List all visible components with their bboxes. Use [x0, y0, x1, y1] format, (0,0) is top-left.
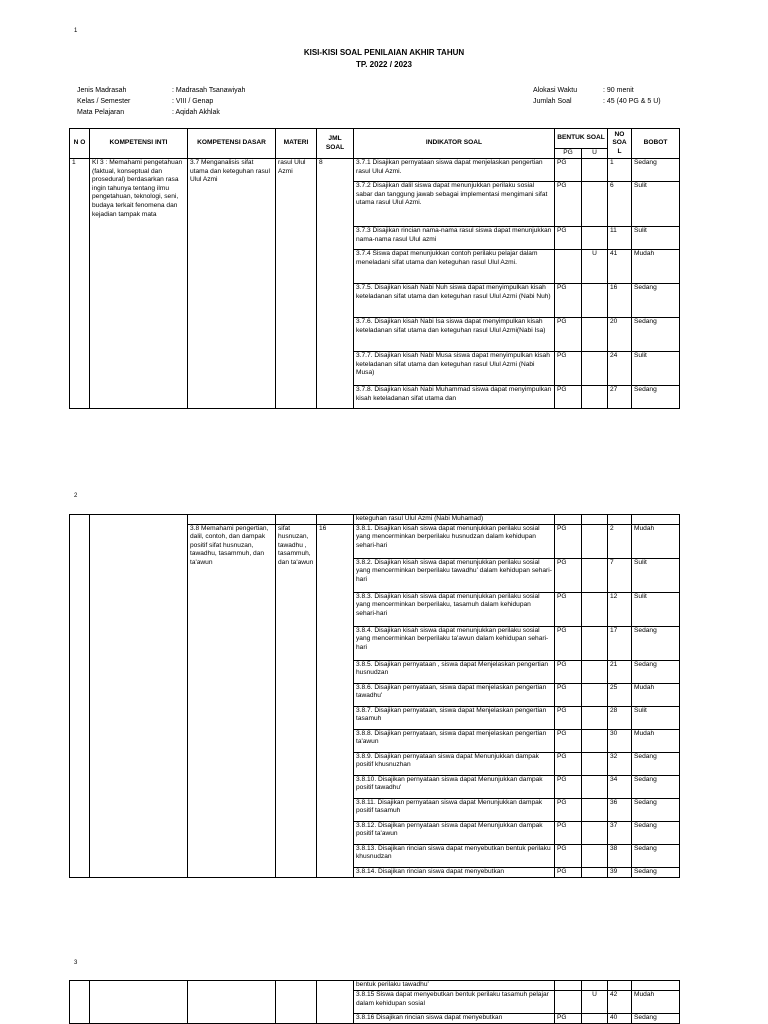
cell-nosoal: 28: [608, 706, 632, 729]
cell-indikator: 3.8.8. Disajikan pernyataan, siswa dapat menjelaskan pengertian ta'awun: [354, 729, 555, 752]
cell-pg: PG: [555, 318, 582, 352]
cell-u: [582, 706, 608, 729]
cell-nosoal: 12: [608, 592, 632, 626]
cell-pg: PG: [555, 798, 582, 821]
header-u: U: [582, 149, 608, 159]
cell-nosoal: 21: [608, 660, 632, 683]
cell-kd: 3.7 Menganalisis sifat utama dan keteguhan rasul Ulul Azmi: [188, 159, 276, 409]
cell-indikator: 3.8.13. Disajikan rincian siswa dapat menyebutkan bentuk perilaku khusnudzan: [354, 844, 555, 867]
cell-pg: PG: [555, 775, 582, 798]
header-pg: PG: [555, 149, 582, 159]
cell-indikator: 3.8.6. Disajikan pernyataan, siswa dapat menjelaskan pengertian tawadhu': [354, 683, 555, 706]
cell-u: [582, 981, 608, 991]
cell-bobot: Sedang: [632, 821, 680, 844]
cell-nosoal: 16: [608, 284, 632, 318]
cell-nosoal: [608, 515, 632, 525]
table-row: [70, 515, 680, 525]
info-row: Mata Pelajaran : Aqidah Akhlak: [77, 109, 220, 116]
header-no: N O: [70, 129, 90, 159]
cell-indikator: 3.8.2. Disajikan kisah siswa dapat menunjukkan perilaku sosial yang mencerminkan berperilaku tawadhu' dalam kehidupan sehari-hari: [354, 558, 555, 592]
cell-u: [582, 626, 608, 660]
cell-u: [582, 592, 608, 626]
cell-indikator: 3.8.3. Disajikan kisah siswa dapat menunjukkan perilaku sosial yang mencerminkan berperilaku, tasamuh dalam kehidupan sehari-hari: [354, 592, 555, 626]
cell-nosoal: [608, 981, 632, 991]
cell-u: [582, 386, 608, 409]
info-row: Jenis Madrasah : Madrasah Tsanawiyah: [77, 87, 246, 94]
cell-indikator: 3.7.5. Disajikan kisah Nabi Nuh siswa dapat menyimpulkan kisah keteladanan sifat utama dan keteguhan rasul Ulul Azmi (Nabi Nuh): [354, 284, 555, 318]
header-ki: KOMPETENSI INTI: [90, 129, 188, 159]
table-row: [70, 981, 680, 991]
cell-pg: PG: [555, 752, 582, 775]
cell-bobot: Sedang: [632, 752, 680, 775]
cell-kd: 3.8 Memahami pengertian, dalil, contoh, dan dampak positif sifat husnuzan, tawadhu, tasammuh, dan ta'awun: [188, 524, 276, 877]
cell-indikator: 3.8.9. Disajikan pernyataan siswa dapat Menunjukkan dampak positif khusnuzhan: [354, 752, 555, 775]
cell-materi: sifat husnuzan, tawadhu , tasammuh, dan ta'awun: [276, 524, 317, 877]
header-kd: KOMPETENSI DASAR: [188, 129, 276, 159]
cell-bobot: [632, 981, 680, 991]
cell-u: [582, 844, 608, 867]
header-bentuk: BENTUK SOAL: [555, 129, 608, 149]
cell-indikator: 3.8.4. Disajikan kisah siswa dapat menunjukkan perilaku sosial yang mencerminkan berperilaku ta'awun dalam kehidupan sehari-hari: [354, 626, 555, 660]
cell-bobot: Sedang: [632, 1014, 680, 1024]
cell-u: [582, 515, 608, 525]
cell-bobot: Mudah: [632, 991, 680, 1014]
cell-nosoal: 1: [608, 159, 632, 182]
header-jml: JML SOAL: [317, 129, 354, 159]
cell-bobot: Sedang: [632, 284, 680, 318]
cell-u: [582, 729, 608, 752]
cell-pg: [555, 991, 582, 1014]
info-row: Jumlah Soal : 45 (40 PG & 5 U): [533, 98, 661, 105]
cell-nosoal: 36: [608, 798, 632, 821]
info-row: Alokasi Waktu : 90 menit: [533, 87, 634, 94]
cell-nosoal: 32: [608, 752, 632, 775]
cell-u: [582, 284, 608, 318]
cell-indikator: 3.7.4 Siswa dapat menunjukkan contoh perilaku pelajar dalam meneladani sifat utama dan keteguhan rasul Ulul Azmi.: [354, 250, 555, 284]
page-number: 3: [74, 960, 78, 966]
cell-indikator: 3.8.10. Disajikan pernyataan siswa dapat Menunjukkan dampak positif tawadhu': [354, 775, 555, 798]
cell-pg: PG: [555, 524, 582, 558]
cell-indikator: 3.7.7. Disajikan kisah Nabi Musa siswa dapat menyimpulkan kisah keteladanan sifat utama dan keteguhan rasul Ulul Azmi (Nabi Musa): [354, 352, 555, 386]
cell-bobot: Sedang: [632, 867, 680, 877]
cell-bobot: Mudah: [632, 524, 680, 558]
cell-materi-empty: [276, 515, 317, 525]
cell-u: [582, 683, 608, 706]
kisi-table-page2: [69, 514, 680, 878]
cell-indikator: 3.8.12. Disajikan pernyataan siswa dapat Menunjukkan dampak positif ta'awun: [354, 821, 555, 844]
header-nosoal: NO SOA L: [608, 129, 632, 159]
cell-pg: PG: [555, 844, 582, 867]
cell-bobot: Mudah: [632, 683, 680, 706]
cell-jml-empty: [317, 515, 354, 525]
cell-nosoal: 20: [608, 318, 632, 352]
cell-indikator: 3.8.7. Disajikan pernyataan, siswa dapat Menjelaskan pengertian tasamuh: [354, 706, 555, 729]
cell-nosoal: 41: [608, 250, 632, 284]
cell-pg: PG: [555, 558, 582, 592]
cell-indikator: keteguhan rasul Ulul Azmi (Nabi Muhamad): [354, 515, 555, 525]
cell-indikator: 3.8.14. Disajikan rincian siswa dapat menyebutkan: [354, 867, 555, 877]
cell-jml: 16: [317, 524, 354, 877]
cell-bobot: Sedang: [632, 626, 680, 660]
cell-indikator: 3.7.3 Disajikan rincian nama-nama rasul siswa dapat menunjukkan nama-nama rasul Ulul azmi: [354, 227, 555, 250]
cell-bobot: Sedang: [632, 386, 680, 409]
cell-pg: PG: [555, 729, 582, 752]
cell-u: [582, 227, 608, 250]
cell-nosoal: 40: [608, 1014, 632, 1024]
cell-pg: [555, 515, 582, 525]
cell-bobot: Sedang: [632, 798, 680, 821]
cell-pg: PG: [555, 352, 582, 386]
info-right: [533, 85, 661, 107]
cell-pg: PG: [555, 706, 582, 729]
table-row: [70, 159, 680, 182]
cell-pg: PG: [555, 1014, 582, 1024]
cell-pg: PG: [555, 867, 582, 877]
cell-u: [582, 159, 608, 182]
cell-bobot: Sulit: [632, 227, 680, 250]
cell-nosoal: 11: [608, 227, 632, 250]
cell-no: [70, 515, 90, 878]
cell-jml: 8: [317, 159, 354, 409]
page-number: 1: [74, 28, 78, 34]
info-row: Kelas / Semester : VIII / Genap: [77, 98, 214, 105]
cell-bobot: Sedang: [632, 775, 680, 798]
cell-pg: PG: [555, 227, 582, 250]
cell-bobot: Mudah: [632, 729, 680, 752]
cell-materi: [276, 981, 317, 1024]
cell-nosoal: 38: [608, 844, 632, 867]
cell-bobot: Sedang: [632, 660, 680, 683]
cell-nosoal: 25: [608, 683, 632, 706]
cell-indikator: 3.7.8. Disajikan kisah Nabi Muhammad siswa dapat menyimpulkan kisah keteladanan sifat utama dan: [354, 386, 555, 409]
cell-ki: KI 3 : Memahami pengetahuan (faktual, konseptual dan prosedural) berdasarkan rasa ingin tahunya tentang ilmu pengetahuan, teknologi, seni, budaya terkait fenomena dan kejadian tampak mata: [90, 159, 188, 409]
cell-indikator: 3.7.1 Disajikan pernyataan siswa dapat menjelaskan pengertian rasul Ulul Azmi.: [354, 159, 555, 182]
cell-ki: [90, 981, 188, 1024]
cell-no: [70, 981, 90, 1024]
cell-u: [582, 318, 608, 352]
cell-pg: PG: [555, 592, 582, 626]
cell-u: [582, 558, 608, 592]
cell-u: [582, 752, 608, 775]
cell-indikator: 3.8.1. Disajikan kisah siswa dapat menunjukkan perilaku sosial yang mencerminkan berperilaku husnudzan dalam kehidupan sehari-hari: [354, 524, 555, 558]
cell-nosoal: 30: [608, 729, 632, 752]
cell-nosoal: 7: [608, 558, 632, 592]
document-subtitle: TP. 2022 / 2023: [356, 60, 412, 69]
cell-nosoal: 39: [608, 867, 632, 877]
cell-jml: [317, 981, 354, 1024]
cell-materi: rasul Ulul Azmi: [276, 159, 317, 409]
cell-nosoal: 37: [608, 821, 632, 844]
cell-pg: PG: [555, 182, 582, 227]
cell-indikator: 3.8.11. Disajikan pernyataan siswa dapat Menunjukkan dampak positif tasamuh: [354, 798, 555, 821]
cell-bobot: Mudah: [632, 250, 680, 284]
cell-indikator: 3.8.15 Siswa dapat menyebutkan bentuk perilaku tasamuh pelajar dalam kehidupan sosial: [354, 991, 555, 1014]
cell-indikator: 3.8.5. Disajikan pernyataan , siswa dapat Menjelaskan pengertian husnudzan: [354, 660, 555, 683]
cell-bobot: Sulit: [632, 592, 680, 626]
cell-pg: [555, 981, 582, 991]
cell-u: U: [582, 991, 608, 1014]
cell-nosoal: 34: [608, 775, 632, 798]
cell-u: [582, 182, 608, 227]
header-bobot: BOBOT: [632, 129, 680, 159]
cell-bobot: Sulit: [632, 182, 680, 227]
document-title: KISI-KISI SOAL PENILAIAN AKHIR TAHUN: [303, 48, 465, 57]
kisi-table-page3: [69, 980, 680, 1024]
cell-indikator: bentuk perilaku tawadhu': [354, 981, 555, 991]
cell-bobot: Sulit: [632, 558, 680, 592]
cell-bobot: Sulit: [632, 352, 680, 386]
cell-u: U: [582, 250, 608, 284]
cell-nosoal: 2: [608, 524, 632, 558]
page-number: 2: [74, 493, 78, 499]
cell-ki: [90, 515, 188, 878]
cell-nosoal: 27: [608, 386, 632, 409]
cell-u: [582, 1014, 608, 1024]
cell-u: [582, 660, 608, 683]
cell-bobot: Sulit: [632, 706, 680, 729]
cell-pg: PG: [555, 660, 582, 683]
cell-u: [582, 867, 608, 877]
cell-pg: PG: [555, 284, 582, 318]
cell-bobot: Sedang: [632, 318, 680, 352]
cell-bobot: [632, 515, 680, 525]
cell-nosoal: 42: [608, 991, 632, 1014]
cell-no: 1: [70, 159, 90, 409]
cell-u: [582, 775, 608, 798]
cell-pg: PG: [555, 386, 582, 409]
cell-nosoal: 24: [608, 352, 632, 386]
cell-indikator: 3.7.6. Disajikan kisah Nabi Isa siswa dapat menyimpulkan kisah keteladanan sifat utama dan keteguhan rasul Ulul Azmi(Nabi Isa): [354, 318, 555, 352]
cell-u: [582, 352, 608, 386]
cell-bobot: Sedang: [632, 844, 680, 867]
header-indikator: INDIKATOR SOAL: [354, 129, 555, 159]
cell-pg: PG: [555, 821, 582, 844]
cell-indikator: 3.7.2 Disajikan dalil siswa dapat menunjukkan perilaku sosial sabar dan tanggung jawab sebagai implementasi mengimani sifat utama rasul Ulul Azmi.: [354, 182, 555, 227]
cell-kd: [188, 981, 276, 1024]
cell-pg: PG: [555, 159, 582, 182]
cell-u: [582, 821, 608, 844]
cell-bobot: Sedang: [632, 159, 680, 182]
cell-nosoal: 6: [608, 182, 632, 227]
header-materi: MATERI: [276, 129, 317, 159]
kisi-table-page1: [69, 128, 680, 409]
cell-nosoal: 17: [608, 626, 632, 660]
cell-u: [582, 798, 608, 821]
info-left: [77, 85, 245, 118]
cell-pg: PG: [555, 683, 582, 706]
cell-pg: [555, 250, 582, 284]
cell-kd-empty: [188, 515, 276, 525]
cell-u: [582, 524, 608, 558]
cell-pg: PG: [555, 626, 582, 660]
cell-indikator: 3.8.16 Disajikan rincian siswa dapat menyebutkan: [354, 1014, 555, 1024]
